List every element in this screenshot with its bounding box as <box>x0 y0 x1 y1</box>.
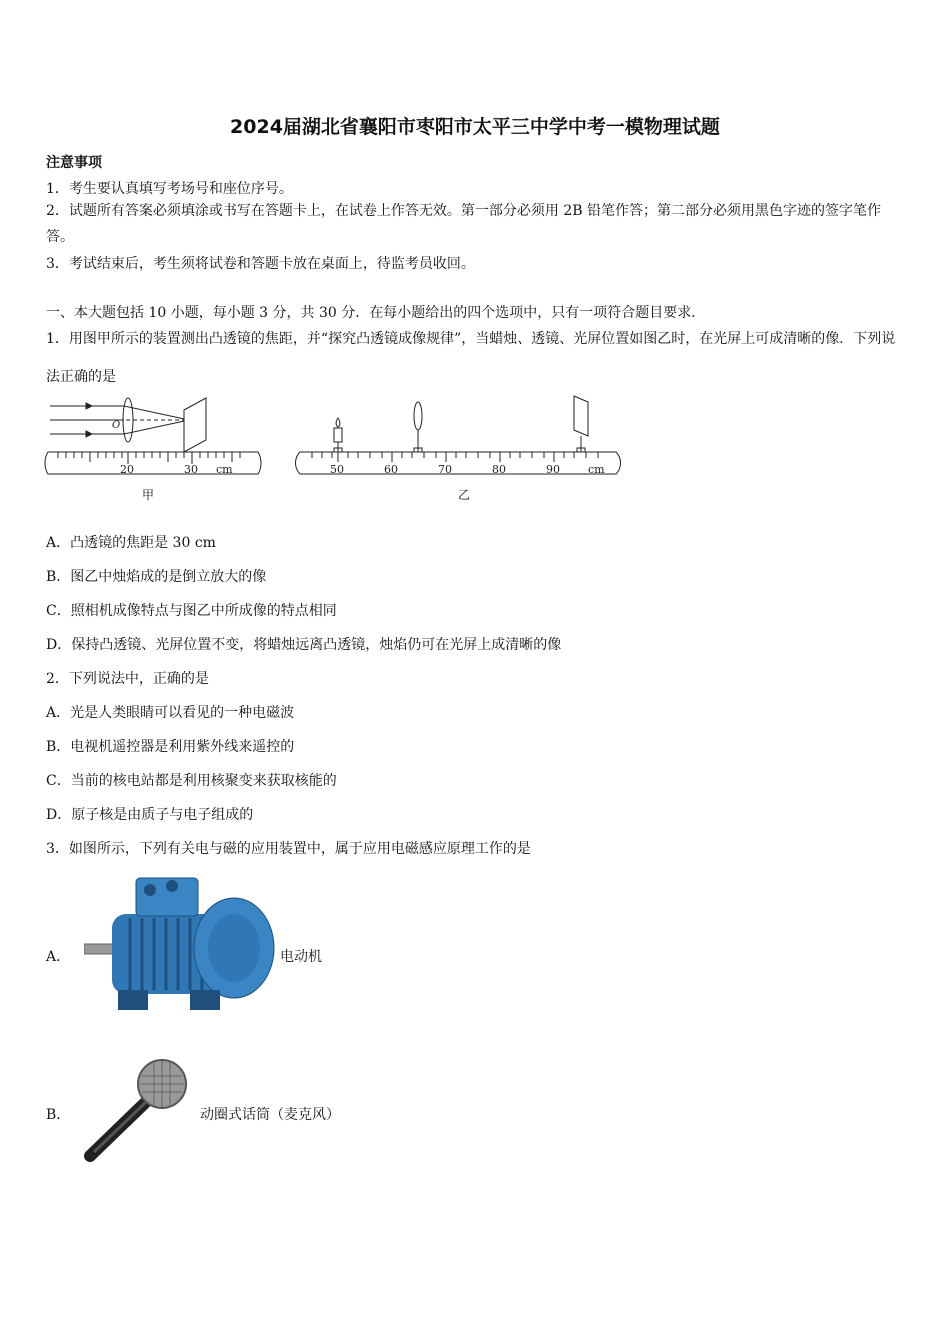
tick-label-70: 70 <box>438 463 452 476</box>
unit-label: cm <box>588 463 605 476</box>
page-title: 2024届湖北省襄阳市枣阳市太平三中学中考一模物理试题 <box>230 116 720 138</box>
notice-heading: 注意事项 <box>46 155 102 171</box>
tick-label-80: 80 <box>492 463 506 476</box>
unit-label: cm <box>216 463 233 476</box>
tick-label-90: 90 <box>546 463 560 476</box>
notice-item-3: 3．考试结束后，考生须将试卷和答题卡放在桌面上，待监考员收回。 <box>46 256 475 272</box>
q2-option-a: A．光是人类眼睛可以看见的一种电磁波 <box>46 705 295 721</box>
q3-option-b-label: 动圈式话筒（麦克风） <box>200 1107 340 1123</box>
q1-option-c: C．照相机成像特点与图乙中所成像的特点相同 <box>46 603 337 619</box>
tick-label-30: 30 <box>184 463 198 476</box>
q2-option-b: B．电视机遥控器是利用紫外线来遥控的 <box>46 739 295 755</box>
tick-label-20: 20 <box>120 463 134 476</box>
question-2-stem: 2．下列说法中，正确的是 <box>46 671 209 687</box>
figure-jia <box>44 392 262 484</box>
question-3-stem: 3．如图所示，下列有关电与磁的应用装置中，属于应用电磁感应原理工作的是 <box>46 841 531 857</box>
q3-option-a-letter: A． <box>46 949 71 965</box>
q1-option-d: D．保持凸透镜、光屏位置不变，将蜡烛远离凸透镜，烛焰仍可在光屏上成清晰的像 <box>46 637 562 653</box>
figure-yi <box>292 392 624 484</box>
q3-option-b-letter: B． <box>46 1107 71 1123</box>
notice-item-1: 1．考生要认真填写考场号和座位序号。 <box>46 181 293 197</box>
question-1-stem: 1．用图甲所示的装置测出凸透镜的焦距，并“探究凸透镜成像规律”，当蜡烛、透镜、光屏位置如图乙时，在光屏上可成清晰的像．下列说法正确的是 <box>46 331 896 385</box>
caption-jia: 甲 <box>142 488 155 502</box>
notice-item-2: 2．试题所有答案必须填涂或书写在答题卡上，在试卷上作答无效。第一部分必须用 2B 铅笔作答；第二部分必须用黑色字迹的签字笔作答。 <box>46 203 881 245</box>
q3-option-a-label: 电动机 <box>280 949 322 965</box>
q2-option-c: C．当前的核电站都是利用核聚变来获取核能的 <box>46 773 337 789</box>
q2-option-d: D．原子核是由质子与电子组成的 <box>46 807 254 823</box>
lens-label: O <box>112 420 121 431</box>
q1-option-b: B．图乙中烛焰成的是倒立放大的像 <box>46 569 267 585</box>
q1-option-a: A．凸透镜的焦距是 30 cm <box>46 535 216 551</box>
electric-motor-image <box>84 872 276 1014</box>
tick-label-60: 60 <box>384 463 398 476</box>
microphone-image <box>80 1056 192 1164</box>
tick-label-50: 50 <box>330 463 344 476</box>
section-heading: 一、本大题包括 10 小题，每小题 3 分，共 30 分．在每小题给出的四个选项中，只有一项符合题目要求． <box>46 305 706 321</box>
caption-yi: 乙 <box>458 488 471 502</box>
